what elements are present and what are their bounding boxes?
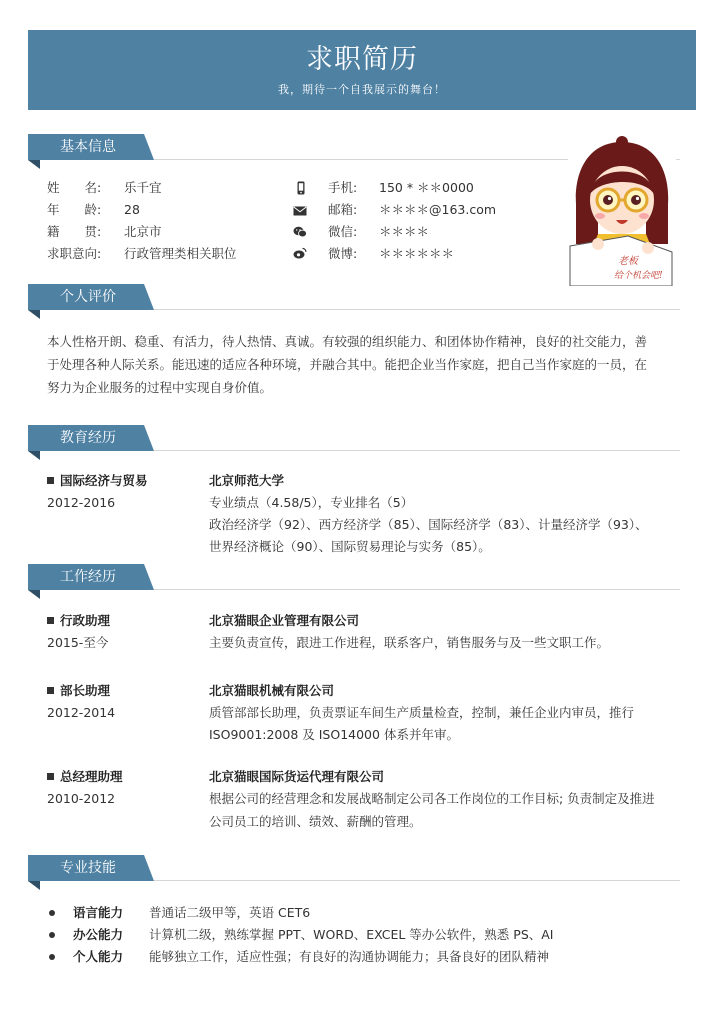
work-desc-line-1: 主要负责宣传，跟进工作进程，联系客户，销售服务与及一些文职工作。: [209, 635, 610, 650]
bullet-dot-icon: [49, 954, 55, 960]
wechat-label: 微信:: [328, 224, 358, 239]
age-label: 年 龄:: [47, 202, 102, 217]
evaluation-line-1: 本人性格开朗、稳重、有活力，待人热情、真诚。有较强的组织能力、和团体协作精神，良好的社交能力，善: [47, 334, 648, 349]
section-title-evaluation: 个人评价: [60, 289, 116, 305]
education-line-2: 政治经济学（92）、西方经济学（85）、国际经济学（83）、计量经济学（93）、: [209, 517, 648, 532]
work-period: 2015-至今: [47, 635, 109, 650]
bullet-square-icon: [47, 687, 54, 694]
work-desc-line-1: 根据公司的经营理念和发展战略制定公司各工作岗位的工作目标; 负责制定及推进: [209, 791, 655, 806]
weibo-label: 微博:: [328, 246, 358, 261]
bullet-dot-icon: [49, 932, 55, 938]
sign-text-1: 老板: [618, 256, 638, 267]
section-title-skills: 专业技能: [60, 860, 116, 876]
origin-value: 北京市: [124, 224, 162, 239]
cartoon-girl-image: [568, 134, 676, 286]
bullet-square-icon: [47, 617, 54, 624]
education-period: 2012-2016: [47, 495, 116, 510]
email-label: 邮箱:: [328, 202, 358, 217]
education-major: 国际经济与贸易: [47, 470, 148, 492]
name-label: 姓 名:: [47, 180, 102, 195]
work-desc-line-2: ISO9001:2008 及 ISO14000 体系并年审。: [209, 727, 459, 742]
bullet-square-icon: [47, 477, 54, 484]
work-company: 北京猫眼国际货运代理有限公司: [209, 769, 385, 784]
phone-value: 150 * ＊＊0000: [379, 180, 474, 195]
skill-label: 个人能力: [73, 949, 124, 964]
education-school: 北京师范大学: [209, 473, 285, 488]
work-role: 部长助理: [47, 680, 110, 702]
avatar: [568, 134, 676, 286]
resume-subtitle: 我，期待一个自我展示的舞台！: [278, 83, 446, 96]
weibo-value: ＊＊＊＊＊＊: [379, 246, 455, 261]
work-period: 2010-2012: [47, 791, 116, 806]
section-header-evaluation: [28, 284, 680, 324]
phone-icon: [295, 181, 307, 195]
education-line-3: 世界经济概论（90）、国际贸易理论与实务（85）。: [209, 539, 491, 554]
skill-label: 办公能力: [73, 927, 124, 942]
sign-text-2: 给个机会吧!: [614, 271, 663, 281]
section-header-work: [28, 564, 680, 604]
work-role: 总经理助理: [47, 766, 123, 788]
name-value: 乐千宜: [124, 180, 162, 195]
header-banner: [28, 30, 696, 110]
wechat-value: ＊＊＊＊: [379, 224, 430, 239]
section-title-basic: 基本信息: [60, 139, 116, 155]
work-period: 2012-2014: [47, 705, 116, 720]
skill-value: 能够独立工作，适应性强；有良好的沟通协调能力；具备良好的团队精神: [149, 949, 550, 964]
education-line-1: 专业绩点（4.58/5），专业排名（5）: [209, 495, 414, 510]
resume-title: 求职简历: [306, 44, 418, 75]
work-company: 北京猫眼企业管理有限公司: [209, 613, 360, 628]
bullet-square-icon: [47, 773, 54, 780]
phone-label: 手机:: [328, 180, 358, 195]
work-desc-line-2: 公司员工的培训、绩效、薪酬的管理。: [209, 814, 422, 829]
intent-value: 行政管理类相关职位: [124, 246, 237, 261]
section-header-education: [28, 425, 680, 465]
skill-value: 普通话二级甲等，英语 CET6: [149, 905, 311, 920]
email-value: ＊＊＊＊@163.com: [379, 202, 497, 217]
evaluation-line-2: 于处理各种人际关系。能迅速的适应各种环境，并融合其中。能把企业当作家庭，把自己当作家庭的一员，在: [47, 357, 648, 372]
wechat-icon: [293, 226, 307, 238]
skill-value: 计算机二级，熟练掌握 PPT、WORD、EXCEL 等办公软件，熟悉 PS、AI: [149, 927, 554, 942]
bullet-dot-icon: [49, 910, 55, 916]
evaluation-line-3: 努力为企业服务的过程中实现自身价值。: [47, 380, 273, 395]
origin-label: 籍 贯:: [47, 224, 102, 239]
work-company: 北京猫眼机械有限公司: [209, 683, 335, 698]
section-header-skills: [28, 855, 680, 895]
skill-label: 语言能力: [73, 905, 124, 920]
email-icon: [293, 206, 307, 216]
work-role: 行政助理: [47, 610, 110, 632]
section-title-education: 教育经历: [60, 430, 116, 446]
intent-label: 求职意向:: [47, 246, 102, 261]
weibo-icon: [293, 247, 307, 259]
work-desc-line-1: 质管部部长助理，负责票证车间生产质量检查，控制，兼任企业内审员，推行: [209, 705, 635, 720]
section-title-work: 工作经历: [60, 569, 116, 585]
age-value: 28: [124, 202, 140, 217]
